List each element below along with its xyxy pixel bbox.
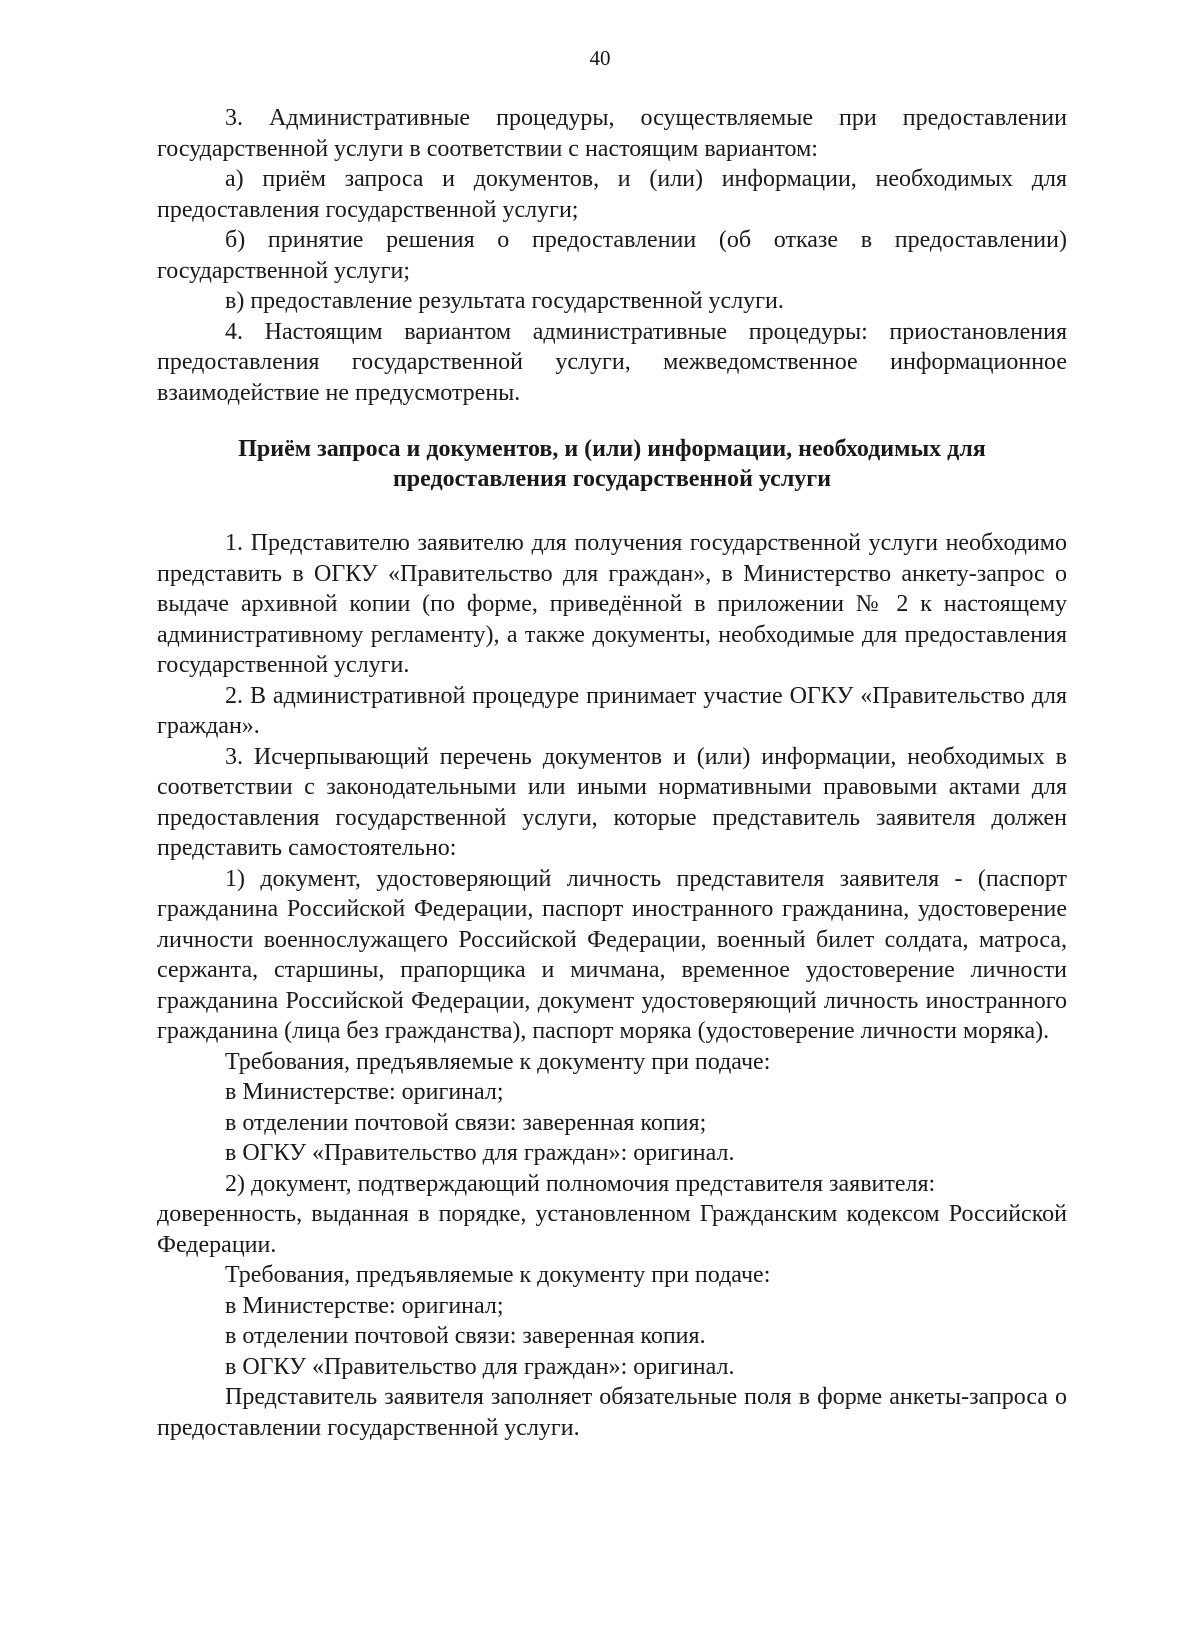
paragraph: в Министерстве: оригинал; bbox=[225, 1292, 504, 1319]
paragraph: 2. В административной процедуре принимает участие ОГКУ «Правительство для граждан». bbox=[157, 682, 1067, 739]
paragraph: 1) документ, удостоверяющий личность представителя заявителя - (паспорт гражданина Российской Федерации, паспорт иностранного гражданина, удостоверение личности военнослужащего Российской Федерации, военный билет солдата, матроса, сержанта, старшины, прапорщика и мичмана, временное удостоверение личности гражданина Российской Федерации, документ удостоверяющий личность иностранного гражданина (лица без гражданства), паспорт моряка (удостоверение личности моряка). bbox=[157, 865, 1067, 1044]
section-heading-line: предоставления государственной услуги bbox=[392, 466, 832, 492]
intro-section bbox=[157, 103, 1067, 408]
paragraph: доверенность, выданная в порядке, установленном Гражданским кодексом Российской Федерации. bbox=[157, 1201, 1067, 1258]
paragraph: 1. Представителю заявителю для получения государственной услуги необходимо представить в ОГКУ «Правительство для граждан», в Министерство анкету-запрос о выдаче архивной копии (по форме, приведённой в приложении № 2 к настоящему административному регламенту), а также документы, необходимые для предоставления государственной услуги. bbox=[157, 530, 1067, 678]
paragraph: в отделении почтовой связи: заверенная копия; bbox=[225, 1109, 707, 1136]
paragraph: в Министерстве: оригинал; bbox=[225, 1079, 504, 1105]
paragraph: Требования, предъявляемые к документу при подаче: bbox=[225, 1048, 771, 1075]
paragraph: в ОГКУ «Правительство для граждан»: оригинал. bbox=[225, 1353, 735, 1380]
paragraph: а) приём запроса и документов, и (или) информации, необходимых для предоставления государственной услуги; bbox=[157, 166, 1067, 223]
page-number: 40 bbox=[589, 46, 611, 70]
section-heading bbox=[157, 434, 1067, 494]
paragraph: в) предоставление результата государственной услуги. bbox=[225, 288, 784, 314]
main-section bbox=[157, 528, 1067, 1443]
paragraph: б) принятие решения о предоставлении (об отказе в предоставлении) государственной услуги; bbox=[157, 227, 1067, 284]
paragraph: Требования, предъявляемые к документу при подаче: bbox=[225, 1262, 771, 1288]
paragraph: 2) документ, подтверждающий полномочия представителя заявителя: bbox=[225, 1170, 936, 1197]
section-heading-line: Приём запроса и документов, и (или) информации, необходимых для bbox=[238, 436, 986, 462]
paragraph: 3. Исчерпывающий перечень документов и (или) информации, необходимых в соответствии с законодательными или иными нормативными правовыми актами для предоставления государственной услуги, которые представитель заявителя должен представить самостоятельно: bbox=[157, 743, 1067, 861]
paragraph: 4. Настоящим вариантом административные процедуры: приостановления предоставления государственной услуги, межведомственное информационное взаимодействие не предусмотрены. bbox=[157, 318, 1067, 406]
paragraph: в ОГКУ «Правительство для граждан»: оригинал. bbox=[225, 1140, 735, 1166]
paragraph: Представитель заявителя заполняет обязательные поля в форме анкеты-запроса о предоставлении государственной услуги. bbox=[157, 1384, 1067, 1441]
paragraph: в отделении почтовой связи: заверенная копия. bbox=[225, 1323, 706, 1349]
paragraph: 3. Административные процедуры, осуществляемые при предоставлении государственной услуги в соответствии с настоящим вариантом: bbox=[157, 105, 1067, 162]
